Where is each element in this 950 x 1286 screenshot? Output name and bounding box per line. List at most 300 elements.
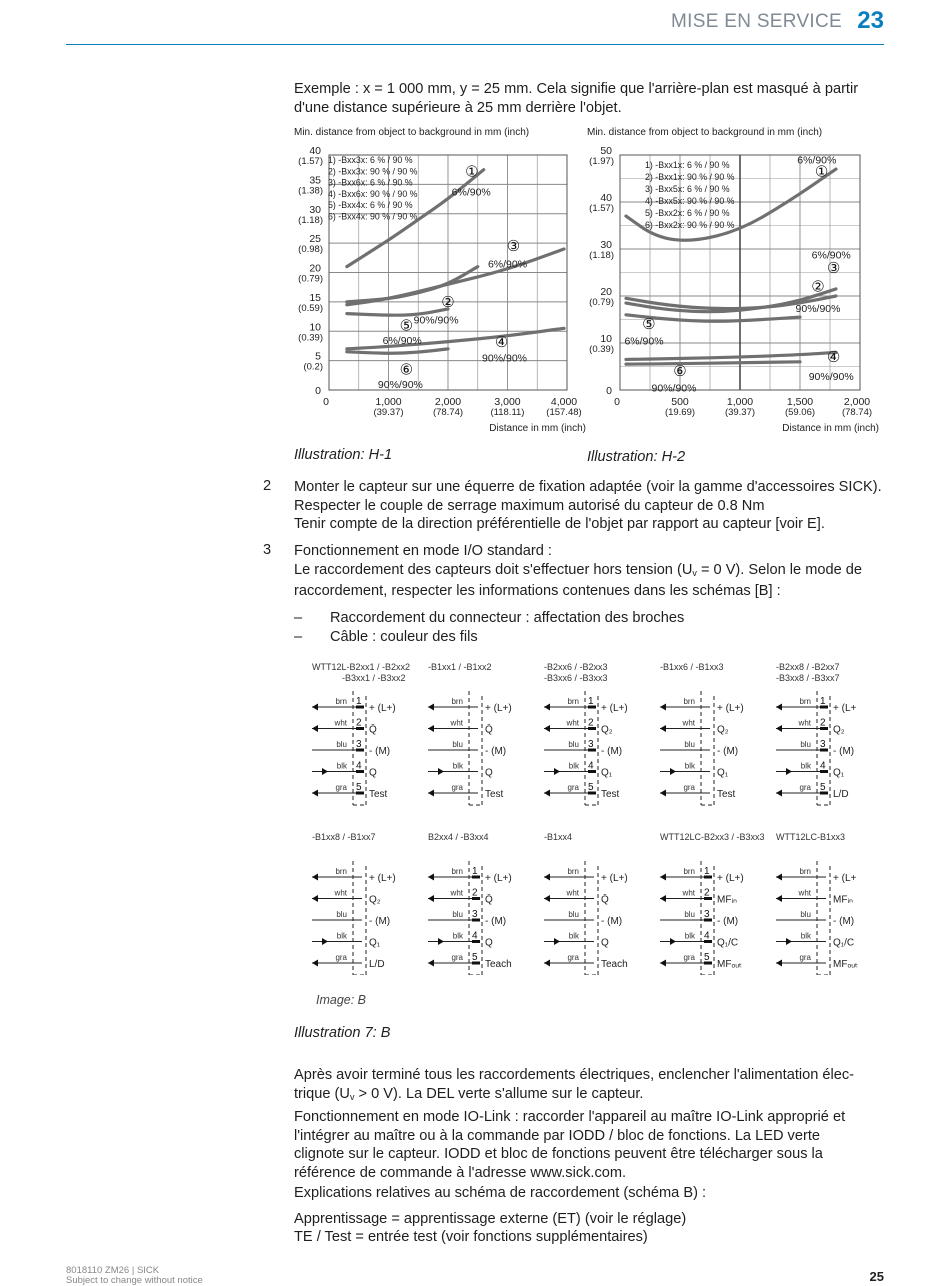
step-2-text [294, 478, 894, 534]
signal-label: Teach [601, 959, 628, 970]
x-axis-label: Distance in mm (inch) [782, 423, 879, 434]
wire-color-label: gra [799, 953, 811, 962]
wire-color-label: brn [451, 867, 463, 876]
pin-number: 2 [356, 717, 362, 729]
series-label: 6%/90% [382, 335, 422, 348]
arrow-in-icon [776, 895, 782, 902]
caption-h2: Illustration: H-2 [587, 449, 686, 465]
header-rule [66, 44, 884, 45]
wire-color-label: blu [336, 740, 347, 749]
arrow-in-icon [544, 725, 550, 732]
y-tick-sublabel: (0.2) [303, 361, 323, 373]
arrow-in-icon [428, 895, 434, 902]
arrow-out-icon [438, 768, 444, 775]
arrow-in-icon [312, 874, 318, 881]
x-tick-label: 4,000 [550, 396, 578, 408]
arrow-out-icon [670, 768, 676, 775]
arrow-in-icon [660, 960, 666, 967]
signal-label: Q [601, 937, 609, 949]
pin-number: 3 [472, 909, 478, 920]
series-marker: ④ [826, 349, 841, 367]
wiring-diagram [776, 662, 857, 805]
series-line [347, 249, 564, 305]
signal-label: Q₂ [833, 724, 845, 736]
wire-color-label: wht [566, 888, 579, 898]
signal-label: Test [601, 789, 620, 800]
signal-label: - (M) [369, 746, 391, 757]
signal-label: Q̄ [601, 894, 609, 906]
wire-color-label: blu [568, 740, 579, 749]
after-paragraph-4: Apprentissage = apprentissage externe (ET) (voir le réglage) [294, 1210, 687, 1227]
arrow-in-icon [776, 874, 782, 881]
signal-label: Q₂ [601, 724, 613, 736]
legend-entry: 5) -Bxx2x: 6 % / 90 % [645, 208, 730, 218]
wiring-subtitle: -B3xx8 / -B3xx7 [776, 673, 840, 683]
wire-color-label: blk [452, 931, 463, 941]
y-tick-label: 10 [309, 321, 321, 334]
legend-entry: 4) -Bxx5x: 90 % / 90 % [645, 196, 735, 206]
signal-label: Teach [485, 959, 512, 970]
y-tick-sublabel: (0.79) [298, 273, 323, 285]
wiring-diagram [312, 662, 410, 805]
signal-label: + (L+) [717, 703, 744, 714]
signal-label: Q₁ [717, 767, 729, 779]
arrow-in-icon [312, 704, 318, 711]
bullet-dash: – [294, 610, 303, 626]
y-tick-sublabel: (1.57) [589, 203, 614, 214]
signal-label: Q₁/C [833, 937, 855, 949]
y-tick-label: 10 [600, 333, 612, 345]
pin-number: 2 [472, 887, 478, 899]
signal-label: Q₁ [833, 767, 845, 779]
y-tick-label: 0 [315, 385, 321, 397]
wiring-title: WTT12LC-B1xx3 [776, 832, 846, 842]
y-tick-sublabel: (1.38) [298, 185, 323, 197]
series-marker: ③ [506, 238, 521, 256]
legend-entry: 1) -Bxx1x: 6 % / 90 % [645, 160, 730, 170]
x-tick-label: 2,000 [434, 396, 462, 408]
pin-number: 3 [704, 909, 710, 920]
y-tick-sublabel: (1.97) [589, 156, 614, 167]
y-tick-label: 30 [309, 203, 321, 216]
signal-label: + (L+) [369, 703, 396, 714]
chart-title: Min. distance from object to background in mm (inch) [587, 127, 823, 138]
pin-number: 5 [820, 782, 826, 793]
signal-label: - (M) [833, 746, 855, 757]
section-number: 23 [857, 7, 884, 34]
pin-number: 3 [356, 739, 362, 750]
after-paragraph-1: Après avoir terminé tous les raccordements électriques, enclencher l'alimentation élec- trique ($U_v > 0$ V). La DEL verte s'allume sur le capteur. [294, 1067, 855, 1102]
arrow-out-icon [322, 768, 328, 775]
y-tick-label: 20 [309, 262, 321, 275]
arrow-out-icon [670, 938, 676, 945]
y-tick-sublabel: (0.39) [589, 344, 614, 355]
legend-entry: 2) -Bxx3x: 90 % / 90 % [328, 166, 418, 177]
wiring-diagram [428, 662, 512, 805]
signal-label: Q₁ [369, 937, 381, 949]
x-tick-label: 1,500 [786, 396, 814, 408]
wire-color-label: brn [335, 867, 347, 876]
signal-label: Test [369, 789, 388, 800]
wire-color-label: gra [451, 783, 463, 792]
series-marker: ⑥ [673, 363, 687, 381]
wiring-title: WTT12L-B2xx1 / -B2xx2 [312, 662, 411, 672]
signal-label: Q [369, 767, 377, 779]
pin-number: 4 [356, 760, 362, 772]
wire-color-label: brn [683, 867, 695, 876]
wire-color-label: gra [683, 953, 695, 962]
y-tick-label: 5 [315, 350, 321, 363]
signal-label: + (L+) [601, 703, 628, 714]
y-tick-sublabel: (0.79) [589, 297, 614, 308]
signal-label: Q̄ [369, 724, 377, 736]
arrow-in-icon [544, 960, 550, 967]
arrow-in-icon [312, 790, 318, 797]
bullet-text: Raccordement du connecteur : affectation des broches [330, 610, 685, 626]
signal-label: - (M) [601, 916, 623, 927]
signal-label: - (M) [601, 746, 623, 757]
x-tick-label: 3,000 [494, 396, 521, 408]
arrow-out-icon [554, 938, 560, 945]
after-paragraph-2: Fonctionnement en mode IO-Link : raccorder l'appareil au maître IO-Link approprié et l'intégrer au maître ou à la commande par IODD / bloc de fonctions. La LED verte clignote sur le capteur. IODD et bloc de fonctions peuvent être télécharger sous la référence de commande à l'adresse www.sick.com. [294, 1109, 846, 1181]
footer-doc-info [66, 1266, 203, 1285]
wire-color-label: blk [800, 761, 811, 771]
arrow-in-icon [428, 790, 434, 797]
signal-label: + (L+) [369, 873, 396, 884]
wiring-title: WTT12LC-B2xx3 / -B3xx3 [660, 832, 765, 842]
section-title: MISE EN SERVICE [671, 11, 842, 32]
after-section [294, 1066, 874, 1247]
arrow-in-icon [660, 704, 666, 711]
signal-label: Q̄ [485, 724, 493, 736]
wire-color-label: gra [799, 783, 811, 792]
wire-color-label: gra [335, 783, 347, 792]
signal-label: Q̄ [485, 894, 493, 906]
arrow-in-icon [544, 704, 550, 711]
signal-label: Q₁/C [717, 937, 739, 949]
signal-label: + (L+) [485, 873, 512, 884]
signal-label: MFₒᵤₜ [833, 959, 858, 970]
wire-color-label: wht [450, 718, 463, 728]
series-marker: ⑥ [399, 361, 414, 379]
x-tick-sublabel: (39.37) [724, 407, 756, 418]
series-marker: ⑤ [642, 316, 656, 334]
signal-label: Q₂ [717, 724, 729, 736]
legend-entry: 1) -Bxx3x: 6 % / 90 % [328, 155, 413, 165]
y-tick-label: 40 [600, 192, 612, 204]
y-tick-sublabel: (1.18) [298, 214, 323, 226]
y-tick-label: 25 [309, 233, 321, 246]
arrow-in-icon [428, 874, 434, 881]
arrow-in-icon [776, 704, 782, 711]
series-line [347, 267, 478, 302]
wire-color-label: blu [336, 910, 347, 919]
signal-label: L/D [833, 789, 849, 800]
wiring-title: -B1xx8 / -B1xx7 [312, 832, 376, 842]
step-3-text [294, 542, 874, 601]
series-marker: ② [441, 293, 455, 311]
signal-label: Q [485, 767, 493, 779]
pin-number: 5 [472, 952, 478, 963]
step-3-body: Le raccordement des capteurs doit s'effectuer hors tension ($U_v = 0$ V). Selon le mode de raccordement, respecter les informations contenues dans les schémas [B] : [294, 561, 862, 599]
arrow-in-icon [660, 790, 666, 797]
wire-color-label: wht [334, 888, 347, 898]
wire-color-label: blu [452, 740, 463, 749]
wiring-title: -B2xx6 / -B2xx3 [544, 662, 608, 672]
caption-h1: Illustration: H-1 [294, 447, 393, 463]
series-marker: ⑤ [399, 317, 414, 335]
wire-color-label: wht [798, 718, 811, 728]
wire-color-label: blk [800, 931, 811, 941]
arrow-in-icon [544, 895, 550, 902]
step-2-line: Tenir compte de la direction préférentielle de l'objet par rapport au capteur [voir E]. [294, 516, 825, 532]
arrow-out-icon [322, 938, 328, 945]
arrow-out-icon [786, 768, 792, 775]
wire-color-label: blk [568, 761, 579, 771]
y-tick-label: 0 [606, 385, 612, 397]
page-number: 25 [869, 1269, 884, 1284]
connector-outline [585, 861, 598, 975]
y-tick-label: 20 [600, 286, 612, 298]
after-paragraph-5: TE / Test = entrée test (voir fonctions supplémentaires) [294, 1229, 648, 1245]
x-tick-sublabel: (19.69) [664, 407, 696, 418]
x-tick-sublabel: (157.48) [546, 407, 582, 418]
legend-entry: 3) -Bxx5x: 6 % / 90 % [645, 184, 730, 194]
y-tick-label: 15 [309, 291, 321, 304]
x-tick-label: 1,000 [726, 396, 754, 408]
signal-label: - (M) [369, 916, 391, 927]
wire-color-label: blu [684, 740, 695, 749]
wiring-diagram [776, 832, 858, 975]
wire-color-label: blk [452, 761, 463, 771]
arrow-in-icon [544, 874, 550, 881]
connector-outline [701, 691, 714, 805]
wire-color-label: brn [799, 867, 811, 876]
signal-label: + (L+ [833, 873, 857, 884]
legend-entry: 4) -Bxx6x: 90 % / 90 % [328, 188, 418, 199]
wire-color-label: brn [335, 697, 347, 706]
arrow-in-icon [312, 725, 318, 732]
series-marker: ② [811, 278, 825, 296]
arrow-in-icon [312, 895, 318, 902]
footer-doc-id: 8018110 ZM26 | SICK [66, 1265, 160, 1276]
arrow-in-icon [428, 704, 434, 711]
arrow-out-icon [786, 938, 792, 945]
wire-color-label: blk [684, 761, 695, 771]
x-tick-label: 500 [671, 396, 689, 408]
x-tick-sublabel: (39.37) [373, 407, 404, 418]
arrow-in-icon [312, 960, 318, 967]
wire-color-label: blu [800, 740, 811, 749]
x-axis-label: Distance in mm (inch) [489, 423, 586, 434]
series-label: 90%/90% [795, 302, 841, 315]
signal-label: - (M) [717, 916, 739, 927]
series-line [626, 362, 800, 364]
x-tick-sublabel: (59.06) [784, 407, 816, 418]
signal-label: - (M) [717, 746, 739, 757]
caption-illustration-7: Illustration 7: B [294, 1025, 391, 1041]
wiring-subtitle: -B3xx1 / -B3xx2 [342, 673, 406, 683]
connector-outline [817, 861, 830, 975]
signal-label: Test [485, 789, 504, 800]
series-line [626, 352, 836, 359]
bullet-dash: – [294, 629, 303, 645]
series-marker: ③ [826, 259, 841, 277]
signal-label: MFᵢₙ [717, 894, 737, 906]
wiring-title: -B1xx6 / -B1xx3 [660, 662, 724, 672]
chart-h2 [583, 123, 883, 438]
y-tick-label: 35 [309, 174, 321, 187]
arrow-in-icon [428, 725, 434, 732]
signal-label: MFₒᵤₜ [717, 959, 742, 970]
image-b-label: Image: B [316, 993, 367, 1007]
pin-number: 1 [588, 696, 594, 707]
wiring-title: -B2xx8 / -B2xx7 [776, 662, 840, 672]
wiring-title: B2xx4 / -B3xx4 [428, 832, 489, 842]
wiring-diagram [544, 662, 628, 805]
legend-entry: 3) -Bxx6x: 6 % / 90 % [328, 177, 413, 188]
pin-number: 4 [820, 760, 826, 772]
wire-color-label: blu [800, 910, 811, 919]
wire-color-label: brn [451, 697, 463, 706]
pin-number: 1 [356, 696, 362, 707]
wire-color-label: wht [450, 888, 463, 898]
footer-notice: Subject to change without notice [66, 1274, 203, 1286]
pin-number: 4 [588, 760, 594, 772]
intro-paragraph: Exemple : x = 1 000 mm, y = 25 mm. Cela signifie que l'arrière-plan est masqué à partir d'une distance supérieure à 25 mm derrière l'objet. [294, 81, 859, 116]
series-label: 6%/90% [797, 154, 837, 167]
legend-entry: 6) -Bxx4x: 90 % / 90 % [328, 211, 418, 222]
wiring-subtitle: -B3xx6 / -B3xx3 [544, 673, 608, 683]
bullet-text: Câble : couleur des fils [330, 629, 478, 645]
wiring-diagram [660, 832, 765, 975]
pin-number: 1 [704, 866, 710, 877]
wire-color-label: blu [568, 910, 579, 919]
signal-label: + (L+) [717, 873, 744, 884]
signal-label: - (M) [833, 916, 855, 927]
arrow-in-icon [660, 895, 666, 902]
series-marker: ① [814, 163, 829, 181]
pin-number: 1 [472, 866, 478, 877]
wire-color-label: brn [799, 697, 811, 706]
wiring-diagram [544, 832, 628, 975]
series-label: 6%/90% [487, 258, 528, 271]
x-tick-label: 1,000 [375, 396, 402, 408]
x-tick-label: 0 [323, 396, 329, 408]
signal-label: + (L+ [833, 703, 857, 714]
step-3-title: Fonctionnement en mode I/O standard : [294, 543, 552, 559]
pin-number: 4 [704, 930, 710, 942]
signal-label: Q₁ [601, 767, 613, 779]
pin-number: 5 [356, 782, 362, 793]
signal-label: L/D [369, 959, 385, 970]
wire-color-label: gra [567, 783, 579, 792]
series-label: 90%/90% [651, 382, 697, 395]
wire-color-label: blu [684, 910, 695, 919]
after-paragraph-3: Explications relatives au schéma de raccordement (schéma B) : [294, 1185, 707, 1201]
arrow-in-icon [544, 790, 550, 797]
x-tick-label: 2,000 [843, 396, 871, 408]
chart-h1 [290, 123, 590, 438]
pin-number: 3 [588, 739, 594, 750]
signal-label: - (M) [485, 746, 507, 757]
legend-entry: 6) -Bxx2x: 90 % / 90 % [645, 220, 735, 230]
wire-color-label: wht [682, 718, 695, 728]
wiring-diagram [312, 832, 396, 975]
legend-entry: 5) -Bxx4x: 6 % / 90 % [328, 200, 413, 211]
signal-label: Q₂ [369, 894, 381, 906]
step-number: 2 [263, 478, 272, 494]
wiring-diagram [660, 662, 744, 805]
series-label: 90%/90% [413, 314, 459, 327]
x-tick-label: 0 [614, 396, 620, 408]
wire-color-label: brn [567, 697, 579, 706]
pin-number: 2 [704, 887, 710, 899]
wiring-title: -B1xx4 [544, 832, 573, 842]
wire-color-label: gra [335, 953, 347, 962]
arrow-in-icon [660, 874, 666, 881]
series-label: 6%/90% [451, 186, 491, 199]
pin-number: 2 [588, 717, 594, 729]
arrow-in-icon [428, 960, 434, 967]
wire-color-label: gra [683, 783, 695, 792]
y-tick-sublabel: (0.39) [298, 332, 323, 344]
series-label: 90%/90% [808, 370, 854, 383]
wiring-diagram [428, 832, 512, 975]
signal-label: MFᵢₙ [833, 894, 853, 906]
arrow-in-icon [776, 790, 782, 797]
connector-outline [469, 691, 482, 805]
wire-color-label: brn [567, 867, 579, 876]
arrow-in-icon [776, 960, 782, 967]
step-2-line: Monter le capteur sur une équerre de fixation adaptée (voir la gamme d'accessoires SICK). [294, 479, 882, 495]
wire-color-label: wht [566, 718, 579, 728]
arrow-in-icon [776, 725, 782, 732]
wire-color-label: wht [334, 718, 347, 728]
arrow-out-icon [438, 938, 444, 945]
pin-number: 3 [820, 739, 826, 750]
signal-label: - (M) [485, 916, 507, 927]
x-tick-sublabel: (118.11) [490, 407, 525, 418]
series-label: 90%/90% [482, 352, 528, 365]
pin-number: 5 [588, 782, 594, 793]
y-tick-sublabel: (1.18) [589, 250, 614, 261]
wire-color-label: gra [567, 953, 579, 962]
arrow-out-icon [554, 768, 560, 775]
wire-color-label: blk [336, 761, 347, 771]
x-tick-sublabel: (78.74) [841, 407, 873, 418]
wire-color-label: gra [451, 953, 463, 962]
y-tick-sublabel: (0.98) [298, 244, 323, 256]
series-label: 6%/90% [624, 335, 664, 348]
pin-number: 2 [820, 717, 826, 729]
connector-outline [353, 861, 366, 975]
series-marker: ① [465, 163, 479, 181]
wire-color-label: wht [682, 888, 695, 898]
y-tick-label: 30 [600, 239, 612, 251]
signal-label: + (L+) [485, 703, 512, 714]
wire-color-label: blk [568, 931, 579, 941]
wire-color-label: brn [683, 697, 695, 706]
x-tick-sublabel: (78.74) [432, 407, 464, 418]
chart-title: Min. distance from object to background in mm (inch) [294, 127, 530, 138]
y-tick-label: 50 [600, 145, 612, 157]
wire-color-label: blu [452, 910, 463, 919]
series-label: 90%/90% [377, 379, 423, 392]
pin-number: 4 [472, 930, 478, 942]
wire-color-label: blk [336, 931, 347, 941]
wire-color-label: blk [684, 931, 695, 941]
